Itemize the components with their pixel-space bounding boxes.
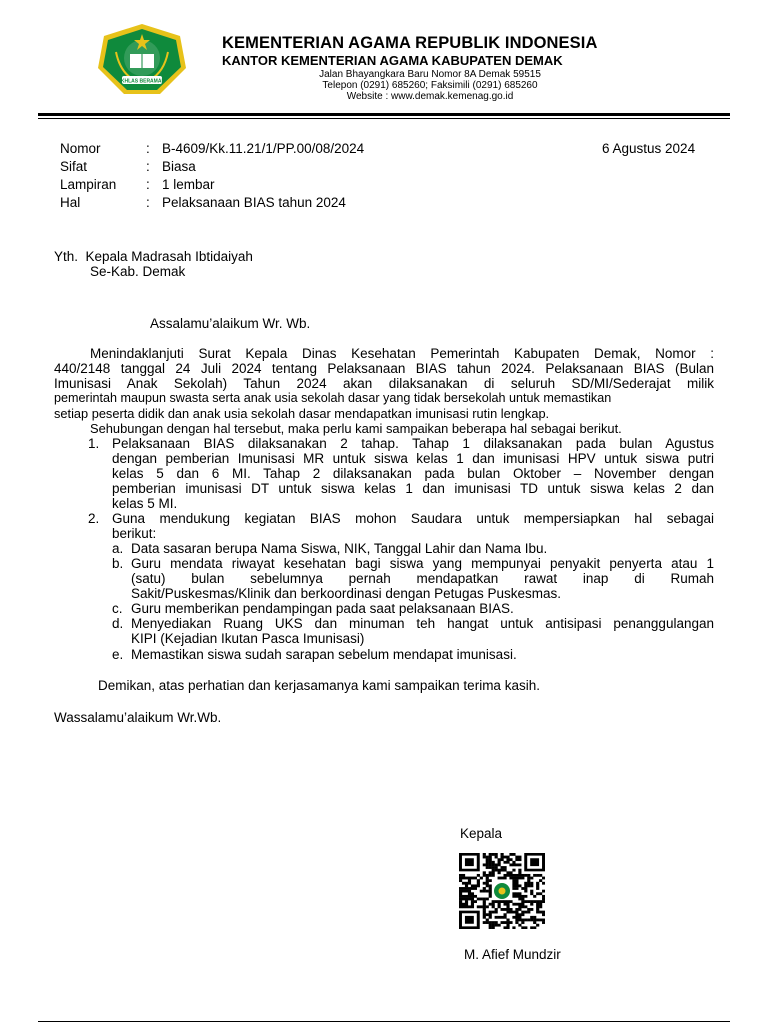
paragraph-1-line-3: Imunisasi Anak Sekolah) Tahun 2024 akan dilaksanakan di seluruh SD/MI/Sederajat milik — [54, 376, 714, 391]
paragraph-1-line-1: Menindaklanjuti Surat Kepala Dinas Kesehatan Pemerintah Kabupaten Demak, Nomor : — [90, 346, 714, 361]
office-phone: Telepon (0291) 685260; Faksimili (0291) 685260 — [322, 80, 538, 91]
sub-letter-e: e. — [112, 647, 124, 662]
item-1-line-2: dengan pemberian Imunisasi MR untuk siswa kelas 1 dan imunisasi HPV untuk siswa putri — [112, 451, 714, 466]
sifat-colon: : — [146, 159, 150, 174]
nomor-value: B-4609/Kk.11.21/1/PP.00/08/2024 — [162, 141, 365, 156]
sifat-label: Sifat — [60, 159, 88, 174]
signature-name: M. Afief Mundzir — [464, 947, 561, 962]
sifat-value: Biasa — [162, 159, 196, 174]
letterhead-rule-thin — [38, 118, 730, 119]
nomor-colon: : — [146, 141, 150, 156]
sub-letter-b: b. — [112, 556, 124, 571]
sub-item-b-line-1: Guru mendata riwayat kesehatan bagi siswa yang mempunyai penyakit penyerta atau 1 — [131, 556, 714, 571]
footer-rule — [38, 1021, 730, 1022]
nomor-label: Nomor — [60, 141, 101, 156]
lampiran-label: Lampiran — [60, 177, 117, 192]
sub-item-e: Memastikan siswa sudah sarapan sebelum mendapat imunisasi. — [131, 647, 517, 662]
item-1-line-1: Pelaksanaan BIAS dilaksanakan 2 tahap. Tahap 1 dilaksanakan pada bulan Agustus — [112, 436, 714, 451]
item-2-line-2: berikut: — [112, 526, 157, 541]
sub-item-a: Data sasaran berupa Nama Siswa, NIK, Tanggal Lahir dan Nama Ibu. — [131, 541, 548, 556]
item-1-line-5: kelas 5 MI. — [112, 496, 178, 511]
office-address: Jalan Bhayangkara Baru Nomor 8A Demak 59515 — [319, 69, 541, 80]
item-1-line-4: pemberian imunisasi DT untuk siswa kelas 1 dan imunisasi TD untuk siswa kelas 2 dan — [112, 481, 714, 496]
paragraph-2: Sehubungan dengan hal tersebut, maka perlu kami sampaikan beberapa hal sebagai berikut. — [90, 421, 622, 436]
sub-letter-c: c. — [112, 601, 123, 616]
letterhead-rule-thick — [38, 113, 730, 116]
office-title: KANTOR KEMENTERIAN AGAMA KABUPATEN DEMAK — [222, 53, 563, 68]
sub-letter-d: d. — [112, 616, 124, 631]
logo-motto: IKHLAS BERAMAL — [119, 78, 165, 85]
valediction: Wassalamu’alaikum Wr.Wb. — [54, 710, 222, 725]
ministry-title: KEMENTERIAN AGAMA REPUBLIK INDONESIA — [222, 34, 598, 52]
paragraph-1-line-2: 440/2148 tanggal 24 Juli 2024 tentang Pelaksanaan BIAS tahun 2024. Pelaksanaan BIAS (Bulan — [54, 361, 714, 376]
qr-code-signature — [459, 853, 545, 929]
lampiran-colon: : — [146, 177, 150, 192]
recipient-line-1: Yth. Kepala Madrasah Ibtidaiyah — [54, 249, 253, 264]
greeting: Assalamu’alaikum Wr. Wb. — [150, 316, 311, 331]
office-website: Website : www.demak.kemenag.go.id — [346, 91, 514, 102]
signature-title: Kepala — [460, 826, 503, 841]
hal-colon: : — [146, 195, 150, 210]
sub-item-c: Guru memberikan pendampingan pada saat pelaksanaan BIAS. — [131, 601, 514, 616]
recipient-line-2: Se-Kab. Demak — [90, 264, 186, 279]
item-2-line-1: Guna mendukung kegiatan BIAS mohon Saudara untuk mempersiapkan hal sebagai — [112, 511, 714, 526]
item-1-line-3: kelas 5 dan 6 MI. Tahap 2 dilaksanakan pada bulan Oktober – November dengan — [112, 466, 714, 481]
paragraph-1-line-4: pemerintah maupun swasta serta anak usia sekolah dasar yang tidak bersekolah untuk memastikan — [54, 391, 612, 405]
sub-item-d-line-2: KIPI (Kejadian Ikutan Pasca Imunisasi) — [131, 631, 365, 646]
hal-label: Hal — [60, 195, 81, 210]
sub-item-d-line-1: Menyediakan Ruang UKS dan minuman teh hangat untuk antisipasi penanggulangan — [131, 616, 714, 631]
lampiran-value: 1 lembar — [162, 177, 215, 192]
sub-item-b-line-2: (satu) bulan sebelumnya pernah mendapatkan rawat inap di Rumah — [131, 571, 714, 586]
sub-item-b-line-3: Sakit/Puskesmas/Klinik dan berkoordinasi dengan Petugas Puskesmas. — [131, 586, 561, 601]
sub-letter-a: a. — [112, 541, 124, 556]
list-number-1: 1. — [88, 436, 100, 451]
closing-sentence: Demikan, atas perhatian dan kerjasamanya kami sampaikan terima kasih. — [98, 678, 540, 693]
list-number-2: 2. — [88, 511, 100, 526]
paragraph-1-line-5: setiap peserta didik dan anak usia sekolah dasar mendapatkan imunisasi rutin lengkap. — [54, 406, 550, 421]
hal-value: Pelaksanaan BIAS tahun 2024 — [162, 195, 346, 210]
letter-date: 6 Agustus 2024 — [602, 141, 696, 156]
